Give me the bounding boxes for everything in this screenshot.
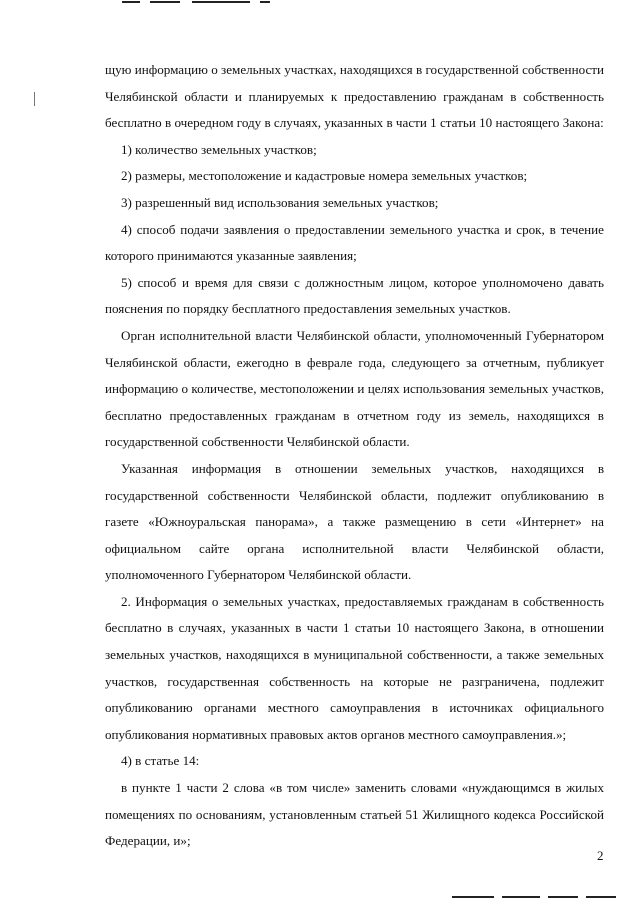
paragraph: щую информацию о земельных участках, находящихся в государственной собственности Челябинской области и планируемых к предоставлению гражданам в собственность бесплатно в очередном году в случаях, указанных в части 1 статьи 10 настоящего Закона: [105,62,604,131]
scan-artifact-bottom [0,892,640,902]
scan-artifact-top [0,0,640,12]
paragraph: 1) количество земельных участков; [121,141,317,157]
page-number: 2 [597,848,604,863]
paragraph: 2. Информация о земельных участках, предоставляемых гражданам в собственность бесплатно в случаях, указанных в части 1 статьи 10 настоящего Закона, в отношении земельных участков, находящихся в муниципальной собственности, а также земельных участков, государственная собственность на которые не разграничена, подлежит опубликованию органами местного самоуправления в источниках официального опубликования нормативных правовых актов органов местного самоуправления.»; [105,593,604,742]
paragraph: 4) способ подачи заявления о предоставлении земельного участка и срок, в течение которого принимаются указанные заявления; [105,221,604,264]
paragraph: Указанная информация в отношении земельных участков, находящихся в государственной собственности Челябинской области, подлежит опубликованию в газете «Южноуральская панорама», а также размещению в сети «Интернет» на официальном сайте органа исполнительной власти Челябинской области, уполномоченного Губернатором Челябинской области. [105,460,604,583]
paragraph: в пункте 1 части 2 слова «в том числе» заменить словами «нуждающимся в жилых помещениях по основаниям, установленным статьей 51 Жилищного кодекса Российской Федерации, и»; [105,780,604,849]
paragraph: Орган исполнительной власти Челябинской области, уполномоченный Губернатором Челябинской области, ежегодно в феврале года, следующего за отчетным, публикует информацию о количестве, местоположении и целях использования земельных участков, бесплатно предоставленных гражданам в отчетном году из земель, находящихся в государственной собственности Челябинской области. [105,327,604,450]
paragraph: 4) в статье 14: [121,753,200,769]
document-body [105,57,604,855]
paragraph: 3) разрешенный вид использования земельных участков; [121,194,439,210]
paragraph: 2) размеры, местоположение и кадастровые номера земельных участков; [121,168,528,184]
paragraph: 5) способ и время для связи с должностным лицом, которое уполномочено давать пояснения по порядку бесплатного предоставления земельных участков. [105,274,604,317]
margin-mark [34,92,35,106]
